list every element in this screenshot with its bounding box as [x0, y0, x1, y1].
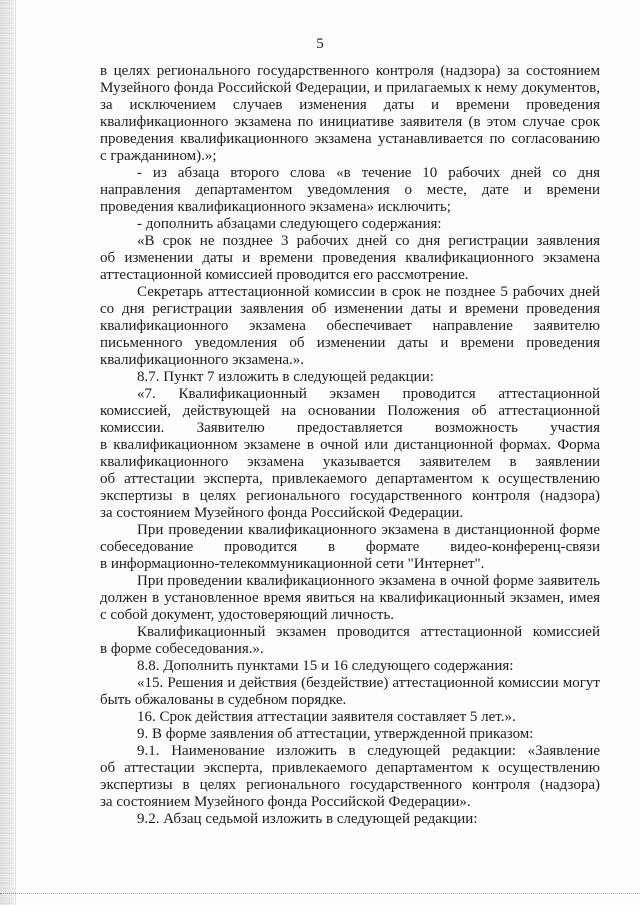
text-line: направления департаментом уведомления о месте, дате и времени — [100, 182, 600, 198]
text-line: «15. Решения и действия (бездействие) аттестационной комиссии могут — [137, 675, 600, 691]
paragraph — [100, 811, 600, 828]
text-line: Музейного фонда Российской Федерации, и прилагаемых к нему документов, — [100, 80, 600, 96]
page-number: 5 — [316, 36, 324, 52]
scan-edge-bottom — [0, 893, 640, 894]
text-line: в информационно-телекоммуникационной сети "Интернет". — [100, 556, 485, 572]
text-line: должен в установленное время явиться на квалификационный экзамен, имея — [100, 590, 600, 606]
text-line: При проведении квалификационного экзамена в дистанционной форме — [137, 522, 600, 538]
text-line: «7. Квалификационный экзамен проводится аттестационной — [137, 386, 600, 402]
paragraph — [100, 63, 600, 165]
document-body — [100, 63, 600, 828]
text-line: об изменении даты и времени проведения квалификационного экзамена — [100, 250, 600, 266]
text-line: квалификационного экзамена по инициативе заявителя (в этом случае срок — [100, 114, 600, 130]
text-line: экспертизы в целях регионального государственного контроля (надзора) — [100, 488, 600, 504]
paragraph — [100, 709, 600, 726]
paragraph — [100, 284, 600, 369]
paragraph — [100, 743, 600, 811]
text-line: квалификационного экзамена указывается заявителем в заявлении — [100, 454, 600, 470]
paragraph — [100, 675, 600, 709]
text-line: 8.8. Дополнить пунктами 15 и 16 следующего содержания: — [137, 658, 514, 674]
paragraph — [100, 386, 600, 522]
text-line: за состоянием Музейного фонда Российской Федерации. — [100, 505, 464, 521]
text-line: Секретарь аттестационной комиссии в срок не позднее 5 рабочих дней — [137, 284, 600, 300]
scan-edge-line — [15, 0, 16, 905]
text-line: 9.1. Наименование изложить в следующей редакции: «Заявление — [137, 743, 600, 759]
text-line: комиссией, действующей на основании Положения об аттестационной — [100, 403, 600, 419]
paragraph — [100, 216, 600, 233]
text-line: с гражданином).»; — [100, 148, 217, 164]
scan-edge-left — [0, 0, 14, 905]
text-line: квалификационного экзамена.». — [100, 352, 305, 368]
text-line: проведения квалификационного экзамена» исключить; — [100, 199, 451, 215]
text-line: со дня регистрации заявления об изменении даты и времени проведения — [100, 301, 600, 317]
text-line: - из абзаца второго слова «в течение 10 рабочих дней со дня — [137, 165, 600, 181]
text-line: аттестационной комиссией проводится его рассмотрение. — [100, 267, 469, 283]
text-line: квалификационного экзамена обеспечивает направление заявителю — [100, 318, 600, 334]
text-line: 16. Срок действия аттестации заявителя составляет 5 лет.». — [137, 709, 516, 725]
paragraph — [100, 658, 600, 675]
text-line: письменного уведомления об изменении даты и времени проведения — [100, 335, 600, 351]
paragraph — [100, 624, 600, 658]
text-line: 9.2. Абзац седьмой изложить в следующей редакции: — [137, 811, 478, 827]
paragraph — [100, 726, 600, 743]
text-line: за состоянием Музейного фонда Российской Федерации». — [100, 794, 471, 810]
paragraph — [100, 573, 600, 624]
text-line: комиссии. Заявителю предоставляется возможность участия — [100, 420, 600, 436]
paragraph — [100, 165, 600, 216]
text-line: 9. В форме заявления об аттестации, утвержденной приказом: — [137, 726, 534, 742]
text-line: При проведении квалификационного экзамена в очной форме заявитель — [137, 573, 600, 589]
paragraph — [100, 233, 600, 284]
paragraph — [100, 522, 600, 573]
text-line: в квалификационном экзамене в очной или дистанционной формах. Форма — [100, 437, 600, 453]
text-line: об аттестации эксперта, привлекаемого департаментом к осуществлению — [100, 471, 600, 487]
text-line: Квалификационный экзамен проводится аттестационной комиссией — [137, 624, 600, 640]
text-line: быть обжалованы в судебном порядке. — [100, 692, 347, 708]
text-line: проведения квалификационного экзамена устанавливается по согласованию — [100, 131, 600, 147]
text-line: с собой документ, удостоверяющий личность. — [100, 607, 395, 623]
text-line: в форме собеседования.». — [100, 641, 264, 657]
text-line: - дополнить абзацами следующего содержания: — [137, 216, 442, 232]
text-line: «В срок не позднее 3 рабочих дней со дня регистрации заявления — [137, 233, 600, 249]
text-line: об аттестации эксперта, привлекаемого департаментом к осуществлению — [100, 760, 600, 776]
text-line: собеседование проводится в формате видео-конференц-связи — [100, 539, 600, 555]
text-line: экспертизы в целях регионального государственного контроля (надзора) — [100, 777, 600, 793]
paragraph — [100, 369, 600, 386]
text-line: за исключением случаев изменения даты и времени проведения — [100, 97, 600, 113]
text-line: в целях регионального государственного контроля (надзора) за состоянием — [100, 63, 600, 79]
text-line: 8.7. Пункт 7 изложить в следующей редакции: — [137, 369, 434, 385]
